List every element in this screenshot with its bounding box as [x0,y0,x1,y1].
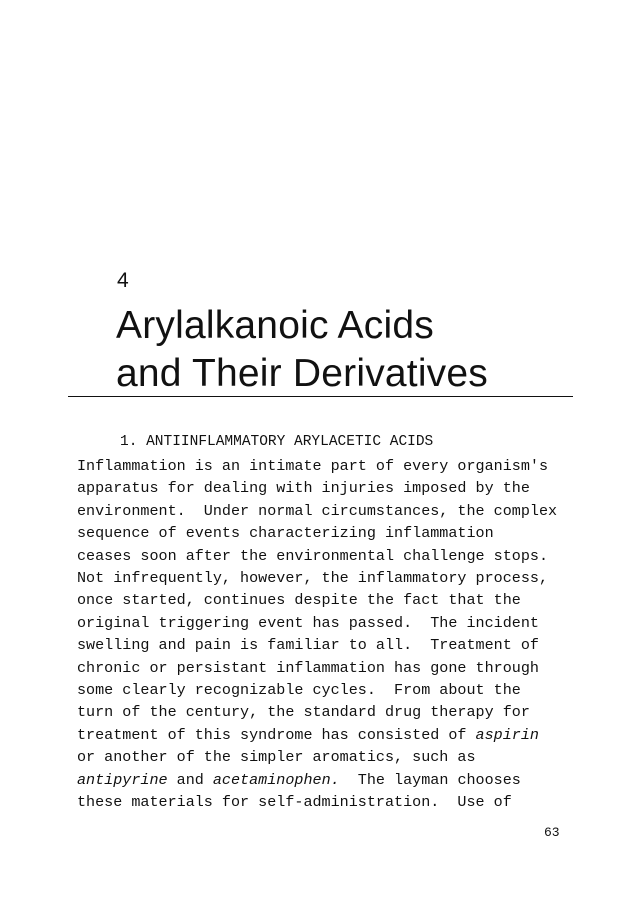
body-line: Inflammation is an intimate part of every organism's [77,457,549,475]
body-line: some clearly recognizable cycles. From about the [77,681,521,700]
body-text-run: The layman chooses [339,770,521,789]
body-line: turn of the century, the standard drug therapy for [77,703,530,722]
chapter-title-line-1: Arylalkanoic Acids [116,304,434,347]
body-line: chronic or persistant inflammation has gone through [77,658,539,677]
body-line: sequence of events characterizing inflammation [77,524,494,543]
body-paragraph [77,455,557,814]
body-line: these materials for self-administration. Use of [77,793,512,812]
body-line: original triggering event has passed. The incident [77,613,539,632]
body-line: environment. Under normal circumstances, the complex [77,501,558,520]
drug-name-aspirin: aspirin [475,725,539,744]
body-text-run: and [167,770,213,789]
body-line: ceases soon after the environmental challenge stops. [77,546,549,565]
body-line: Not infrequently, however, the inflammatory process, [77,569,549,588]
body-text-run: treatment of this syndrome has consisted of [77,725,476,744]
page-number: 63 [544,825,560,840]
chapter-number: 4 [117,269,129,292]
body-line: once started, continues despite the fact that the [77,591,521,610]
body-line: or another of the simpler aromatics, such as [77,748,476,767]
drug-name-antipyrine: antipyrine [77,770,168,789]
body-line: apparatus for dealing with injuries imposed by the [77,479,530,498]
chapter-title [116,302,488,398]
body-line [77,724,557,746]
drug-name-acetaminophen: acetaminophen. [212,770,340,789]
body-line [77,769,557,791]
body-line: swelling and pain is familiar to all. Treatment of [77,636,539,655]
chapter-divider-rule [68,396,573,397]
section-heading: 1. ANTIINFLAMMATORY ARYLACETIC ACIDS [120,434,434,450]
chapter-title-line-2: and Their Derivatives [116,352,488,395]
